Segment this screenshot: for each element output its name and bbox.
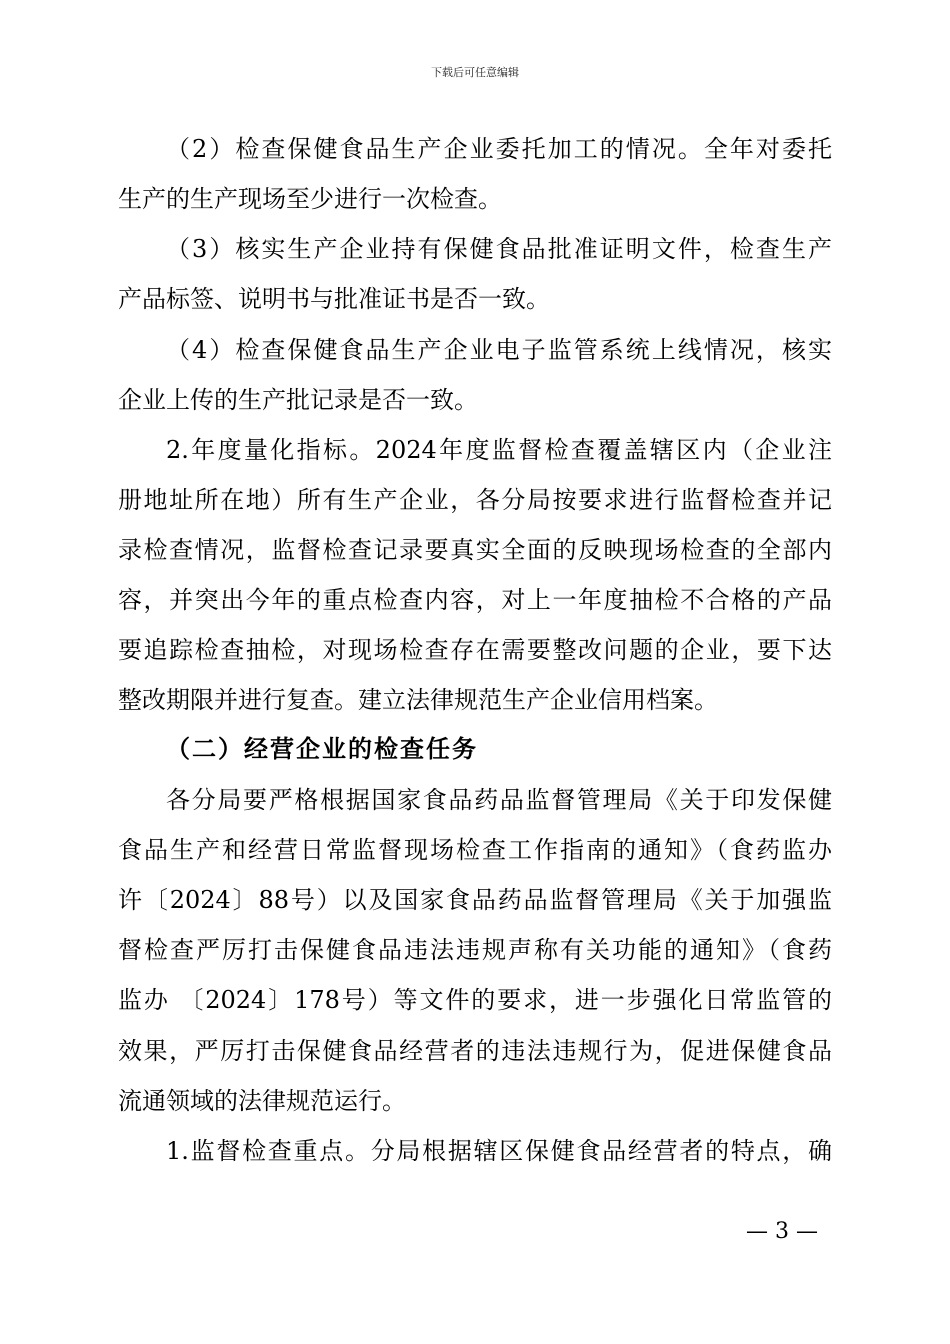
paragraph-line: 效果，严厉打击保健食品经营者的违法违规行为，促进保健食品 xyxy=(118,1037,832,1065)
paragraph-line: 要追踪检查抽检，对现场检查存在需要整改问题的企业，要下达 xyxy=(118,636,832,664)
paragraph-line: 册地址所在地）所有生产企业，各分局按要求进行监督检查并记 xyxy=(118,486,832,514)
paragraph-line: 流通领域的法律规范运行。 xyxy=(118,1087,406,1115)
paragraph-line: 整改期限并进行复查。建立法律规范生产企业信用档案。 xyxy=(118,686,718,714)
paragraph-line: 产品标签、说明书与批准证书是否一致。 xyxy=(118,285,550,313)
paragraph-line: （3）核实生产企业持有保健食品批准证明文件，检查生产 xyxy=(166,235,832,263)
paragraph-line: 食品生产和经营日常监督现场检查工作指南的通知》（食药监办 xyxy=(118,836,832,864)
paragraph-line: 督检查严厉打击保健食品违法违规声称有关功能的通知》（食药 xyxy=(118,936,832,964)
paragraph-line: 容，并突出今年的重点检查内容，对上一年度抽检不合格的产品 xyxy=(118,586,832,614)
paragraph-line: 生产的生产现场至少进行一次检查。 xyxy=(118,185,502,213)
paragraph-line: 许〔2024〕88号）以及国家食品药品监督管理局《关于加强监 xyxy=(118,886,832,914)
page-number: — 3 — xyxy=(746,1219,818,1244)
paragraph-line: 监办 〔2024〕178号）等文件的要求，进一步强化日常监管的 xyxy=(118,986,832,1014)
paragraph-line: 2.年度量化指标。2024年度监督检查覆盖辖区内（企业注 xyxy=(166,436,832,464)
paragraph-line: （4）检查保健食品生产企业电子监管系统上线情况，核实 xyxy=(166,336,832,364)
section-heading: （二）经营企业的检查任务 xyxy=(166,735,478,763)
paragraph-line: 各分局要严格根据国家食品药品监督管理局《关于印发保健 xyxy=(166,786,832,814)
paragraph-line: 企业上传的生产批记录是否一致。 xyxy=(118,386,478,414)
paragraph-line: 1.监督检查重点。分局根据辖区保健食品经营者的特点，确 xyxy=(166,1137,832,1165)
paragraph-line: （2）检查保健食品生产企业委托加工的情况。全年对委托 xyxy=(166,135,832,163)
paragraph-line: 录检查情况，监督检查记录要真实全面的反映现场检查的全部内 xyxy=(118,536,832,564)
page-header: 下载后可任意编辑 xyxy=(431,66,519,79)
